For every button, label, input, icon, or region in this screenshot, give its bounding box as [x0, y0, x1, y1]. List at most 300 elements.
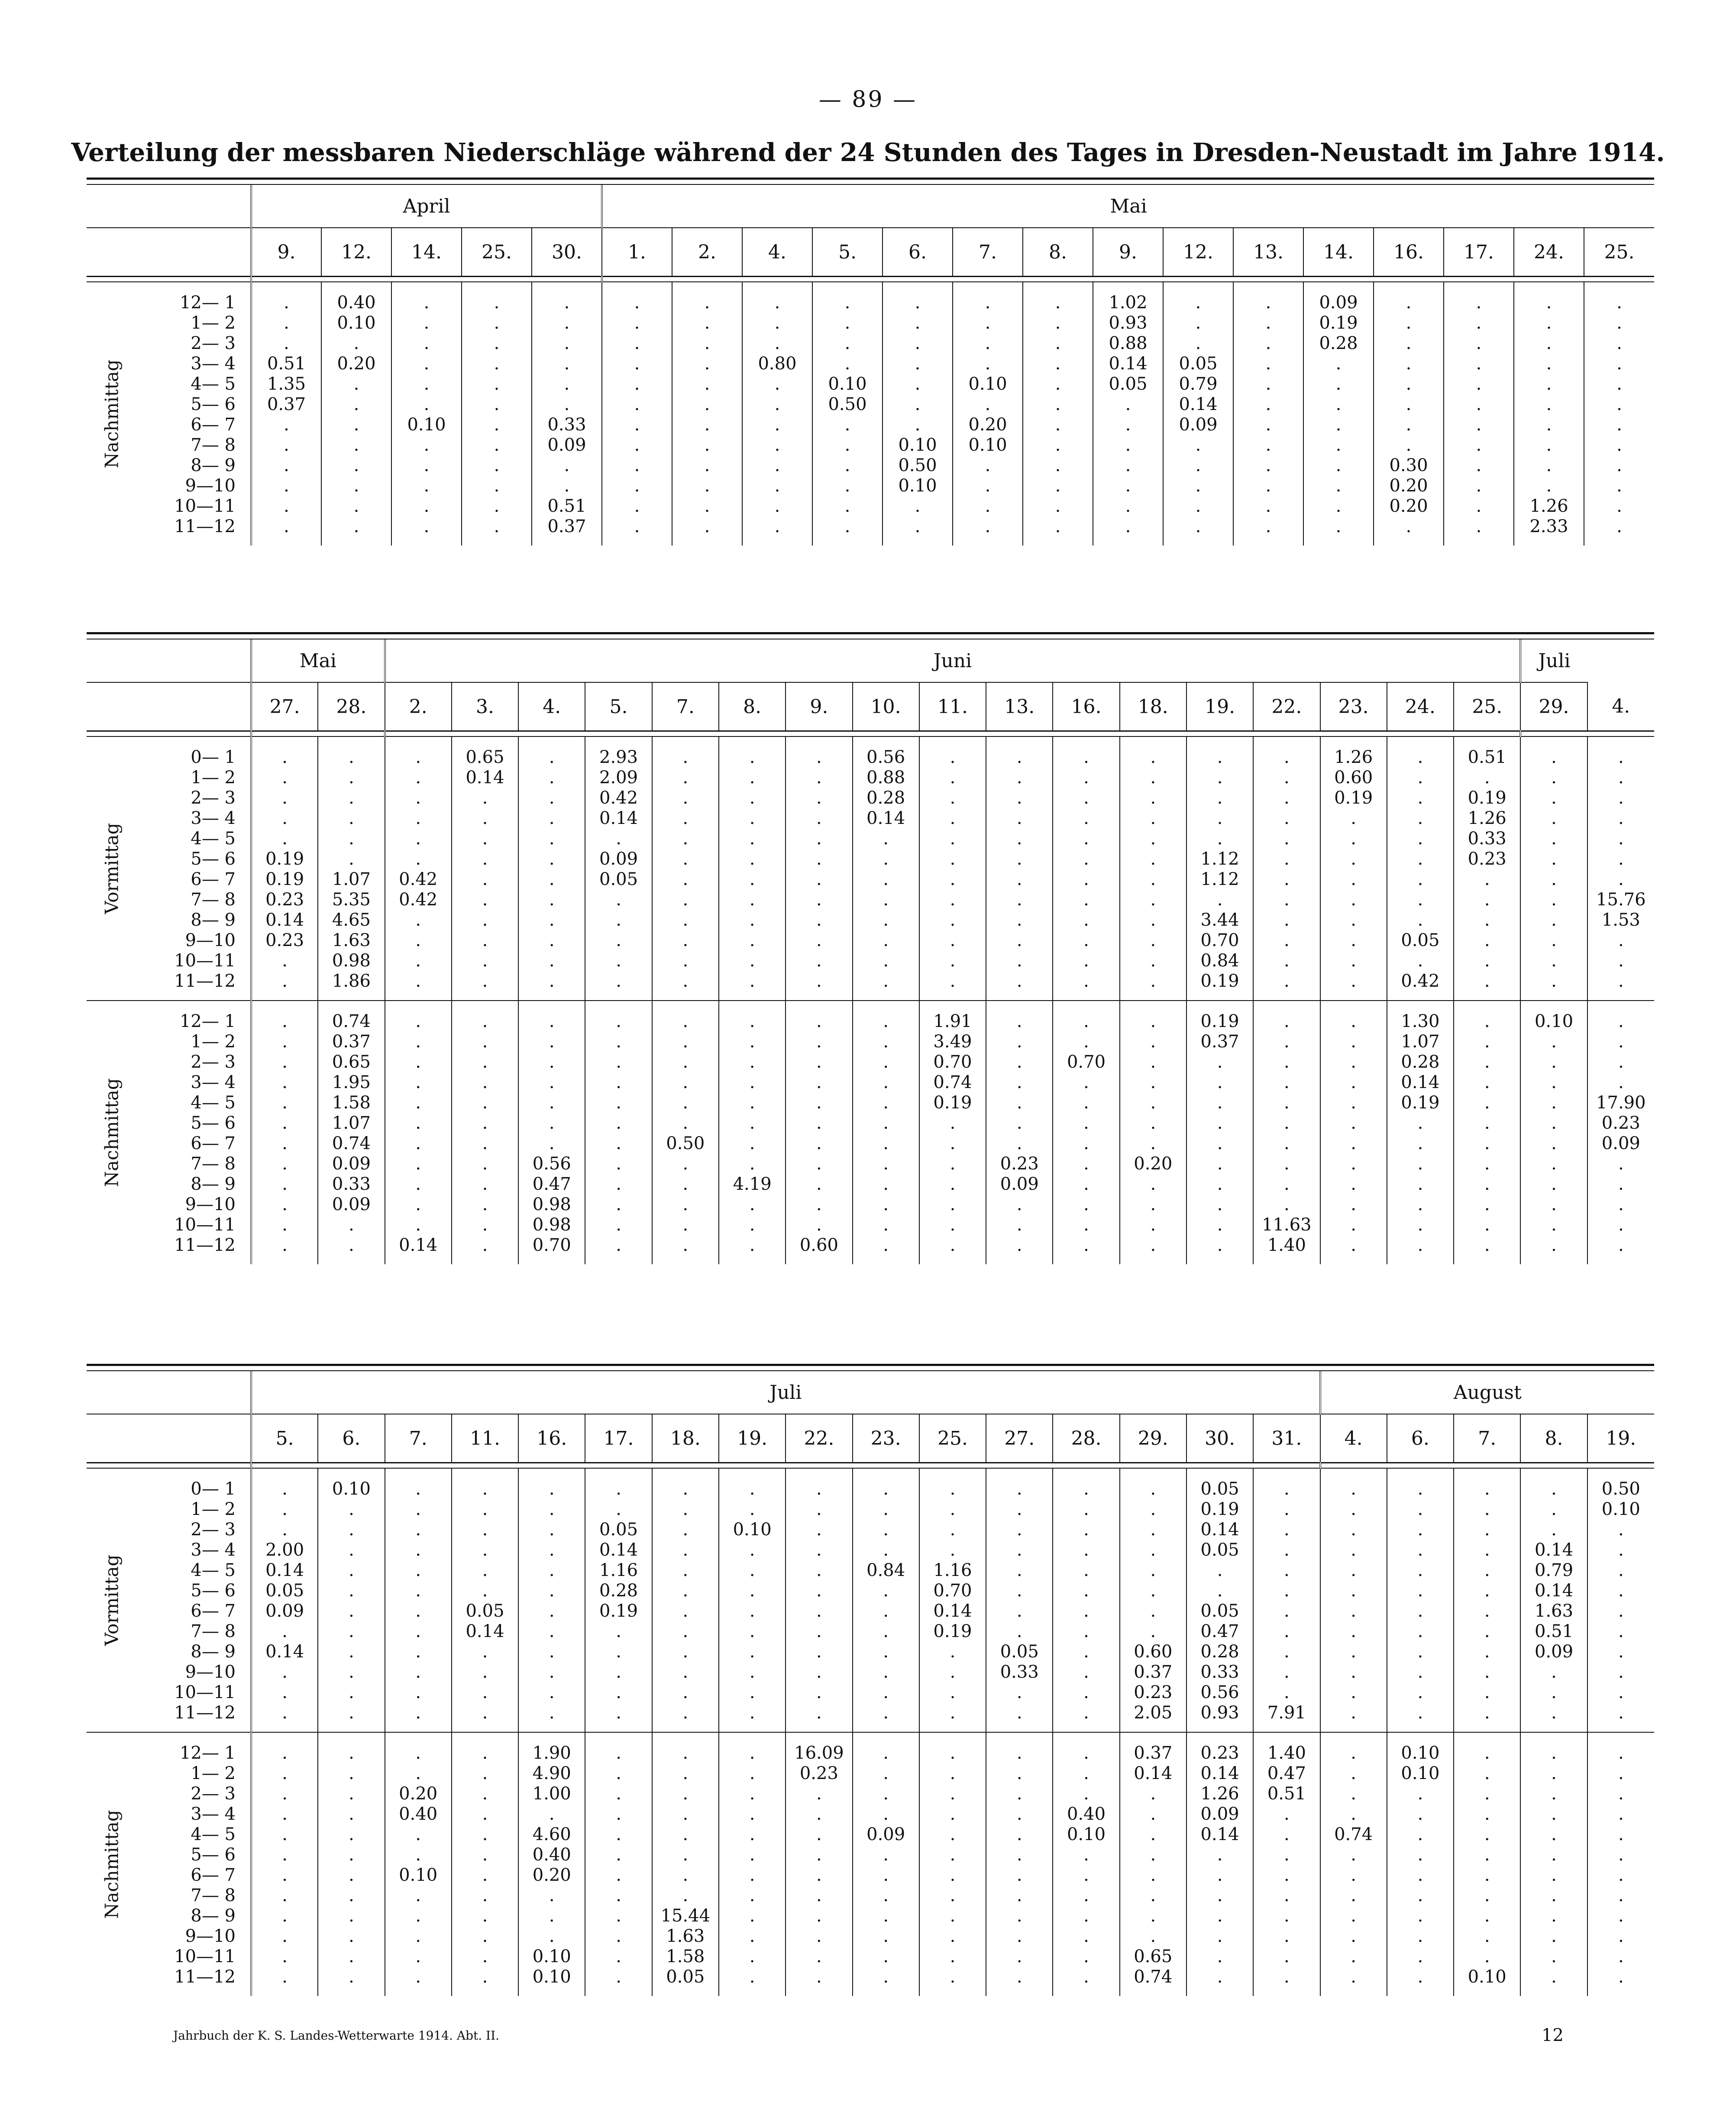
- precip-value: .: [616, 1845, 621, 1865]
- precip-value: .: [1476, 354, 1482, 374]
- precip-value: 0.51: [1534, 1621, 1574, 1641]
- precip-value: .: [1551, 1032, 1557, 1052]
- precip-value: .: [415, 1682, 421, 1702]
- precip-value: 0.14: [1200, 1824, 1239, 1844]
- precip-value: .: [1265, 333, 1271, 353]
- precip-value: .: [1351, 1743, 1356, 1763]
- precip-value: .: [1406, 517, 1412, 536]
- day-column: [742, 282, 812, 546]
- precip-value: .: [1284, 1195, 1290, 1214]
- precip-value: .: [1217, 1947, 1223, 1966]
- precip-value: .: [816, 747, 822, 767]
- precip-value: .: [816, 1886, 822, 1905]
- precip-value: .: [1351, 1154, 1356, 1174]
- precip-value: 1.26: [1334, 747, 1373, 767]
- precip-value: .: [1484, 1093, 1490, 1113]
- precip-value: .: [1195, 333, 1201, 353]
- precip-value: .: [1284, 1479, 1290, 1499]
- precip-value: .: [1083, 1947, 1089, 1966]
- precip-value: .: [1484, 910, 1490, 930]
- precip-value: .: [1551, 1967, 1557, 1987]
- day-header: 4.: [1587, 682, 1654, 731]
- precip-value: .: [494, 333, 500, 353]
- precip-value: .: [1055, 374, 1061, 394]
- precip-value: .: [816, 849, 822, 869]
- precip-value: .: [1055, 415, 1061, 435]
- precip-value: .: [1417, 1499, 1423, 1519]
- precip-value: .: [1417, 1682, 1423, 1702]
- precip-value: .: [1546, 455, 1552, 475]
- precip-value: .: [883, 930, 889, 950]
- precip-value: .: [950, 1743, 956, 1763]
- precip-value: .: [816, 1865, 822, 1885]
- precip-value: .: [1284, 1072, 1290, 1092]
- precip-value: .: [816, 1906, 822, 1926]
- precip-value: .: [616, 890, 621, 910]
- precip-value: 0.05: [1200, 1540, 1239, 1560]
- precip-value: .: [1016, 849, 1022, 869]
- precip-value: .: [883, 1662, 889, 1682]
- precip-value: .: [564, 476, 570, 496]
- precip-value: .: [915, 354, 921, 374]
- precip-value: .: [1417, 1195, 1423, 1214]
- precip-value: .: [482, 1865, 488, 1885]
- precip-value: .: [1484, 1215, 1490, 1235]
- precip-value: .: [415, 1621, 421, 1641]
- precip-value: .: [950, 1967, 956, 1987]
- precip-value: .: [1284, 1845, 1290, 1865]
- precip-value: .: [1476, 374, 1482, 394]
- precip-value: .: [950, 1113, 956, 1133]
- precip-value: .: [1217, 890, 1223, 910]
- precip-value: .: [1484, 1763, 1490, 1783]
- precip-value: .: [415, 1215, 421, 1235]
- precip-value: .: [883, 1540, 889, 1560]
- corner-cell: [87, 682, 251, 731]
- precip-value: .: [749, 910, 755, 930]
- precip-value: 0.14: [599, 1540, 638, 1560]
- precip-value: 0.60: [1334, 768, 1373, 788]
- precip-value: .: [1417, 1906, 1423, 1926]
- day-column: [786, 736, 852, 1001]
- precip-value: .: [1618, 1642, 1624, 1662]
- day-column: [585, 1468, 652, 1732]
- precip-value: .: [1484, 1560, 1490, 1580]
- hour-label: 4— 5: [191, 1093, 236, 1113]
- precip-value: .: [1284, 1011, 1290, 1031]
- precip-value: .: [549, 788, 555, 808]
- day-header: 4.: [518, 682, 585, 731]
- precip-value: 0.19: [1200, 1499, 1239, 1519]
- precip-value: .: [682, 768, 689, 788]
- precip-value: .: [1284, 890, 1290, 910]
- precip-value: .: [1417, 747, 1423, 767]
- precip-value: .: [415, 930, 421, 950]
- precip-value: .: [682, 1499, 689, 1519]
- precip-value: .: [415, 971, 421, 991]
- hour-label: 0— 1: [191, 747, 236, 767]
- precip-value: .: [1284, 768, 1290, 788]
- precip-value: .: [1351, 910, 1356, 930]
- precip-value: .: [1150, 1113, 1156, 1133]
- precip-value: .: [749, 1560, 755, 1580]
- precip-value: .: [950, 1215, 956, 1235]
- precip-value: .: [1016, 910, 1022, 930]
- precip-value: .: [349, 1763, 354, 1783]
- precip-value: 0.10: [1067, 1824, 1106, 1844]
- precip-value: .: [415, 1947, 421, 1966]
- precip-value: .: [1217, 829, 1223, 849]
- day-header: 7.: [1454, 1414, 1520, 1463]
- precip-value: .: [1055, 455, 1061, 475]
- day-column: [452, 1468, 518, 1732]
- precip-value: .: [482, 829, 488, 849]
- precip-value: .: [353, 455, 359, 475]
- precip-value: .: [1150, 1093, 1156, 1113]
- precip-value: 1.02: [1109, 293, 1148, 313]
- precip-value: .: [1406, 374, 1412, 394]
- precip-value: .: [1551, 1195, 1557, 1214]
- precip-value: .: [682, 1581, 689, 1601]
- precip-value: .: [1417, 1947, 1423, 1966]
- precip-value: .: [482, 1682, 488, 1702]
- precip-value: .: [415, 1906, 421, 1926]
- precip-value: .: [749, 1032, 755, 1052]
- precip-value: 0.50: [828, 394, 867, 414]
- precip-value: .: [549, 1032, 555, 1052]
- precip-value: .: [704, 496, 710, 516]
- precip-value: .: [1217, 747, 1223, 767]
- precip-value: .: [985, 455, 991, 475]
- hour-label: 8— 9: [191, 1906, 236, 1926]
- precip-value: .: [950, 1763, 956, 1783]
- precip-value: .: [415, 1479, 421, 1499]
- precip-value: .: [1476, 476, 1482, 496]
- precip-value: .: [749, 951, 755, 971]
- hour-label: 4— 5: [191, 829, 236, 849]
- precip-value: .: [1284, 1804, 1290, 1824]
- day-header: 13.: [986, 682, 1053, 731]
- precip-value: .: [1150, 829, 1156, 849]
- precip-value: .: [1016, 1804, 1022, 1824]
- day-column: [1186, 1732, 1253, 1996]
- precip-value: .: [950, 1499, 956, 1519]
- precip-value: .: [549, 1682, 555, 1702]
- precip-value: .: [950, 1824, 956, 1844]
- precip-value: 1.12: [1200, 849, 1239, 869]
- precip-value: .: [1150, 1621, 1156, 1641]
- precip-value: .: [1083, 890, 1089, 910]
- precip-value: .: [415, 1743, 421, 1763]
- precip-value: .: [1417, 1784, 1423, 1804]
- day-header: 7.: [652, 682, 719, 731]
- precip-value: .: [1551, 1133, 1557, 1153]
- precip-value: .: [1217, 1174, 1223, 1194]
- precip-value: .: [883, 1581, 889, 1601]
- precip-value: .: [1351, 1479, 1356, 1499]
- day-column: [391, 282, 462, 546]
- precip-value: .: [1083, 951, 1089, 971]
- precip-value: .: [282, 1926, 288, 1946]
- precip-value: .: [704, 435, 710, 455]
- precip-value: .: [349, 1865, 354, 1885]
- precip-value: 0.05: [1401, 930, 1440, 950]
- precip-value: .: [1217, 1235, 1223, 1255]
- precip-value: .: [1351, 1215, 1356, 1235]
- precip-value: .: [1016, 1032, 1022, 1052]
- precip-value: .: [349, 1947, 354, 1966]
- precip-value: 0.47: [532, 1174, 571, 1194]
- precip-value: .: [1016, 788, 1022, 808]
- hour-label: 1— 2: [191, 1499, 236, 1519]
- precip-value: .: [284, 333, 289, 353]
- precip-value: .: [682, 1072, 689, 1092]
- precip-value: .: [616, 1886, 621, 1905]
- precip-value: .: [1484, 951, 1490, 971]
- day-column: [1320, 736, 1387, 1001]
- precip-value: .: [749, 829, 755, 849]
- precip-value: .: [749, 1784, 755, 1804]
- precip-value: .: [749, 788, 755, 808]
- precip-value: .: [415, 1601, 421, 1621]
- day-column: [1253, 736, 1320, 1001]
- precip-value: .: [549, 747, 555, 767]
- day-header: 25.: [919, 1414, 986, 1463]
- precip-value: .: [494, 455, 500, 475]
- precip-value: .: [1016, 1072, 1022, 1092]
- precip-value: .: [682, 849, 689, 869]
- precip-value: .: [1265, 394, 1271, 414]
- precip-value: .: [844, 415, 850, 435]
- precip-value: .: [950, 849, 956, 869]
- precipitation-table: [87, 1371, 1654, 1996]
- month-header: Mai: [602, 185, 1654, 228]
- corner-cell: [87, 1371, 251, 1414]
- precip-value: 0.23: [799, 1763, 838, 1783]
- precip-value: .: [1551, 1926, 1557, 1946]
- period-label: Vormittag: [101, 1554, 123, 1646]
- precip-value: .: [482, 1763, 488, 1783]
- precip-value: 1.07: [332, 1113, 371, 1133]
- precip-value: 0.14: [1200, 1763, 1239, 1783]
- precip-value: .: [816, 1804, 822, 1824]
- precip-value: .: [415, 1703, 421, 1723]
- precip-value: .: [1083, 1174, 1089, 1194]
- hour-label: 10—11: [174, 1215, 236, 1235]
- precip-value: .: [1551, 768, 1557, 788]
- precip-value: .: [282, 1133, 288, 1153]
- precip-value: .: [774, 517, 780, 536]
- precip-value: .: [1217, 1113, 1223, 1133]
- precip-value: .: [284, 435, 289, 455]
- precip-value: .: [1484, 1540, 1490, 1560]
- precip-value: .: [950, 768, 956, 788]
- precip-value: .: [1284, 1540, 1290, 1560]
- precip-value: .: [1546, 476, 1552, 496]
- precip-value: .: [1406, 313, 1412, 333]
- precip-value: .: [349, 1804, 354, 1824]
- day-column: [585, 736, 652, 1001]
- precip-value: 0.30: [1389, 455, 1428, 475]
- precip-value: 0.70: [532, 1235, 571, 1255]
- day-column: [1454, 1468, 1520, 1732]
- precip-value: .: [1484, 971, 1490, 991]
- precip-value: .: [704, 354, 710, 374]
- precip-value: 0.98: [332, 951, 371, 971]
- precip-value: 0.50: [666, 1133, 705, 1153]
- precip-value: .: [634, 415, 640, 435]
- precip-value: .: [816, 1133, 822, 1153]
- precip-value: .: [1016, 951, 1022, 971]
- precip-value: .: [816, 1845, 822, 1865]
- precip-value: .: [1618, 869, 1624, 889]
- precip-value: .: [564, 313, 570, 333]
- precip-value: .: [1195, 313, 1201, 333]
- precip-value: .: [415, 768, 421, 788]
- precip-value: .: [1150, 1052, 1156, 1072]
- precip-value: 1.16: [599, 1560, 638, 1580]
- precip-value: .: [1055, 313, 1061, 333]
- precip-value: .: [1150, 1195, 1156, 1214]
- precip-value: 0.14: [866, 808, 905, 828]
- precip-value: 0.10: [1401, 1743, 1440, 1763]
- precip-value: .: [816, 1052, 822, 1072]
- precip-value: .: [749, 1581, 755, 1601]
- precip-value: .: [284, 496, 289, 516]
- precip-value: 0.05: [1179, 354, 1218, 374]
- precip-value: .: [1284, 808, 1290, 828]
- precip-value: .: [1055, 394, 1061, 414]
- precip-value: .: [494, 415, 500, 435]
- precip-value: .: [883, 1763, 889, 1783]
- precip-value: .: [883, 1682, 889, 1702]
- precip-value: .: [1217, 1845, 1223, 1865]
- precip-value: .: [816, 829, 822, 849]
- precip-value: .: [415, 1154, 421, 1174]
- precip-value: .: [415, 951, 421, 971]
- hour-label: 2— 3: [191, 1784, 236, 1804]
- precip-value: .: [1125, 455, 1131, 475]
- precip-value: .: [883, 1011, 889, 1031]
- precip-value: 0.10: [332, 1479, 371, 1499]
- hour-label: 5— 6: [191, 849, 236, 869]
- precip-value: .: [1616, 354, 1622, 374]
- day-column: [986, 1732, 1053, 1996]
- precip-value: 0.51: [547, 496, 586, 516]
- precip-value: .: [482, 1784, 488, 1804]
- day-header: 14.: [391, 228, 462, 277]
- precip-value: .: [634, 354, 640, 374]
- precip-value: .: [415, 1195, 421, 1214]
- precip-value: 0.28: [1200, 1642, 1239, 1662]
- precip-value: .: [482, 1133, 488, 1153]
- precip-value: .: [774, 333, 780, 353]
- precip-value: 0.23: [1134, 1682, 1173, 1702]
- precip-value: .: [423, 496, 430, 516]
- day-column: [1186, 736, 1253, 1001]
- precip-value: 3.44: [1200, 910, 1239, 930]
- precip-value: 0.05: [599, 1520, 638, 1540]
- precip-value: .: [1476, 293, 1482, 313]
- precip-value: .: [682, 1174, 689, 1194]
- precip-value: 0.79: [1179, 374, 1218, 394]
- precip-value: 0.74: [933, 1072, 972, 1092]
- precip-value: .: [749, 1886, 755, 1905]
- precip-value: 0.79: [1534, 1560, 1574, 1580]
- precip-value: .: [1551, 1235, 1557, 1255]
- day-column: [1253, 1001, 1320, 1264]
- precip-value: 0.28: [599, 1581, 638, 1601]
- precip-value: .: [1083, 1520, 1089, 1540]
- precip-value: .: [1150, 1133, 1156, 1153]
- day-header: 6.: [883, 228, 953, 277]
- precip-value: 2.09: [599, 768, 638, 788]
- precip-value: 0.14: [399, 1235, 438, 1255]
- precip-value: 0.14: [1401, 1072, 1440, 1092]
- precip-value: .: [774, 476, 780, 496]
- day-column: [1444, 282, 1514, 546]
- precip-value: .: [349, 1824, 354, 1844]
- precip-value: 0.60: [799, 1235, 838, 1255]
- precip-value: .: [1618, 808, 1624, 828]
- precip-value: .: [1618, 1621, 1624, 1641]
- day-header: 9.: [251, 228, 321, 277]
- precip-value: .: [1618, 1865, 1624, 1885]
- precip-value: .: [1083, 1113, 1089, 1133]
- precip-value: .: [1484, 1906, 1490, 1926]
- precip-value: 0.19: [1468, 788, 1506, 808]
- day-header: 16.: [1374, 228, 1444, 277]
- precip-value: .: [1150, 1032, 1156, 1052]
- precip-value: .: [816, 788, 822, 808]
- precip-value: .: [1284, 951, 1290, 971]
- precip-value: .: [1217, 1581, 1223, 1601]
- precip-value: .: [634, 496, 640, 516]
- precip-value: 0.14: [1534, 1581, 1574, 1601]
- precip-value: .: [1125, 394, 1131, 414]
- precip-value: .: [1551, 829, 1557, 849]
- precip-value: .: [282, 1682, 288, 1702]
- day-column: [986, 736, 1053, 1001]
- hour-label: 10—11: [174, 1682, 236, 1702]
- hour-label: 9—10: [185, 476, 236, 496]
- precip-value: .: [1083, 1662, 1089, 1682]
- precip-value: .: [1351, 1499, 1356, 1519]
- precip-value: .: [1217, 1906, 1223, 1926]
- precip-value: .: [1618, 747, 1624, 767]
- precip-value: .: [1083, 930, 1089, 950]
- precip-value: .: [1195, 455, 1201, 475]
- precip-value: .: [482, 1032, 488, 1052]
- hour-label: 3— 4: [191, 354, 236, 374]
- precip-value: .: [1618, 1784, 1624, 1804]
- precip-value: .: [1016, 1540, 1022, 1560]
- precip-value: .: [549, 829, 555, 849]
- precip-value: .: [549, 1113, 555, 1133]
- precip-value: .: [950, 1804, 956, 1824]
- precip-value: .: [634, 435, 640, 455]
- precip-value: 0.09: [332, 1195, 371, 1214]
- precip-value: .: [282, 1011, 288, 1031]
- precip-value: .: [423, 517, 430, 536]
- precip-value: .: [634, 455, 640, 475]
- precip-value: 1.91: [933, 1011, 972, 1031]
- precip-value: .: [1016, 1926, 1022, 1946]
- precip-value: .: [1417, 1235, 1423, 1255]
- precip-value: .: [1016, 1479, 1022, 1499]
- precip-value: .: [844, 313, 850, 333]
- precip-value: 1.30: [1401, 1011, 1440, 1031]
